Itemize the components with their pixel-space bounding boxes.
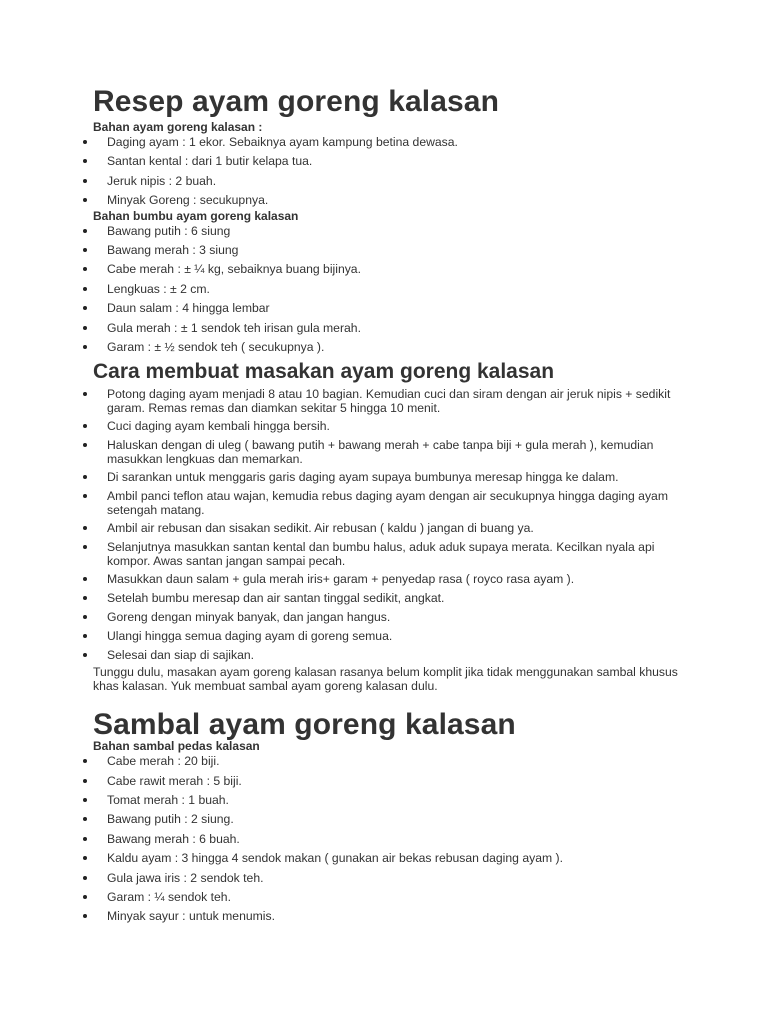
bullet-icon [83, 634, 87, 638]
bullet-icon [83, 424, 87, 428]
bullet-icon [83, 326, 87, 330]
list-item: Garam : ¼ sendok teh. [93, 890, 683, 904]
bullet-icon [83, 267, 87, 271]
recipe-title: Resep ayam goreng kalasan [93, 85, 500, 118]
bullet-icon [83, 287, 87, 291]
list-item: Haluskan dengan di uleg ( bawang putih + bawang merah + cabe tanpa biji + gula merah ), kemudian masukkan lengkuas dan memarkan. [93, 438, 683, 466]
bullet-icon [83, 248, 87, 252]
list-item: Bawang putih : 6 siung [93, 224, 683, 238]
bullet-icon [83, 229, 87, 233]
bullet-icon [83, 475, 87, 479]
bullet-icon [83, 545, 87, 549]
bullet-icon [83, 779, 87, 783]
bullet-icon [83, 494, 87, 498]
list-item: Gula merah : ± 1 sendok teh irisan gula merah. [93, 321, 683, 335]
list-item: Daging ayam : 1 ekor. Sebaiknya ayam kampung betina dewasa. [93, 135, 683, 149]
list-item: Bawang putih : 2 siung. [93, 812, 683, 826]
list-item: Potong daging ayam menjadi 8 atau 10 bagian. Kemudian cuci dan siram dengan air jeruk nipis + sedikit garam. Remas remas dan diamkan sekitar 5 hingga 10 menit. [93, 387, 683, 415]
bullet-icon [83, 140, 87, 144]
method-steps-list [93, 387, 683, 662]
ingredients-list [93, 135, 683, 207]
list-item: Ulangi hingga semua daging ayam di goreng semua. [93, 629, 683, 643]
bullet-icon [83, 526, 87, 530]
list-item: Cabe merah : ± ¼ kg, sebaiknya buang bijinya. [93, 262, 683, 276]
list-item: Ambil air rebusan dan sisakan sedikit. Air rebusan ( kaldu ) jangan di buang ya. [93, 521, 683, 535]
list-item: Selanjutnya masukkan santan kental dan bumbu halus, aduk aduk supaya merata. Kecilkan nyala api kompor. Awas santan jangan sampai pecah. [93, 540, 683, 568]
list-item: Di sarankan untuk menggaris garis daging ayam supaya bumbunya meresap hingga ke dalam. [93, 470, 683, 484]
bullet-icon [83, 392, 87, 396]
ingredients-subheading: Bahan ayam goreng kalasan : [93, 120, 263, 134]
bullet-icon [83, 653, 87, 657]
method-heading: Cara membuat masakan ayam goreng kalasan [93, 360, 555, 384]
bullet-icon [83, 615, 87, 619]
sambal-subheading: Bahan sambal pedas kalasan [93, 739, 260, 754]
list-item: Cuci daging ayam kembali hingga bersih. [93, 419, 683, 433]
spices-list [93, 224, 683, 354]
list-item: Santan kental : dari 1 butir kelapa tua. [93, 154, 683, 168]
closing-paragraph: Tunggu dulu, masakan ayam goreng kalasan rasanya belum komplit jika tidak menggunakan sambal khusus khas kalasan. Yuk membuat sambal ayam goreng kalasan dulu. [93, 665, 678, 694]
list-item: Jeruk nipis : 2 buah. [93, 174, 683, 188]
bullet-icon [83, 443, 87, 447]
bullet-icon [83, 895, 87, 899]
list-item: Ambil panci teflon atau wajan, kemudia rebus daging ayam dengan air secukupnya hingga daging ayam setengah matang. [93, 489, 683, 517]
bullet-icon [83, 759, 87, 763]
recipe-document [93, 84, 683, 929]
bullet-icon [83, 179, 87, 183]
list-item: Daun salam : 4 hingga lembar [93, 301, 683, 315]
bullet-icon [83, 856, 87, 860]
list-item: Tomat merah : 1 buah. [93, 793, 683, 807]
list-item: Setelah bumbu meresap dan air santan tinggal sedikit, angkat. [93, 591, 683, 605]
list-item: Garam : ± ½ sendok teh ( secukupnya ). [93, 340, 683, 354]
bullet-icon [83, 876, 87, 880]
list-item: Cabe rawit merah : 5 biji. [93, 774, 683, 788]
list-item: Masukkan daun salam + gula merah iris+ garam + penyedap rasa ( royco rasa ayam ). [93, 572, 683, 586]
sambal-title: Sambal ayam goreng kalasan [93, 708, 516, 742]
list-item: Minyak sayur : untuk menumis. [93, 909, 683, 923]
bullet-icon [83, 798, 87, 802]
list-item: Bawang merah : 3 siung [93, 243, 683, 257]
sambal-ingredients-list [93, 754, 683, 923]
list-item: Lengkuas : ± 2 cm. [93, 282, 683, 296]
list-item: Cabe merah : 20 biji. [93, 754, 683, 768]
list-item: Goreng dengan minyak banyak, dan jangan hangus. [93, 610, 683, 624]
bullet-icon [83, 345, 87, 349]
list-item: Selesai dan siap di sajikan. [93, 648, 683, 662]
list-item: Bawang merah : 6 buah. [93, 832, 683, 846]
list-item: Minyak Goreng : secukupnya. [93, 193, 683, 207]
bullet-icon [83, 577, 87, 581]
bullet-icon [83, 596, 87, 600]
bullet-icon [83, 159, 87, 163]
bullet-icon [83, 198, 87, 202]
bullet-icon [83, 837, 87, 841]
bullet-icon [83, 817, 87, 821]
bullet-icon [83, 914, 87, 918]
bullet-icon [83, 306, 87, 310]
spices-subheading: Bahan bumbu ayam goreng kalasan [93, 208, 299, 223]
list-item: Gula jawa iris : 2 sendok teh. [93, 871, 683, 885]
list-item: Kaldu ayam : 3 hingga 4 sendok makan ( gunakan air bekas rebusan daging ayam ). [93, 851, 683, 865]
